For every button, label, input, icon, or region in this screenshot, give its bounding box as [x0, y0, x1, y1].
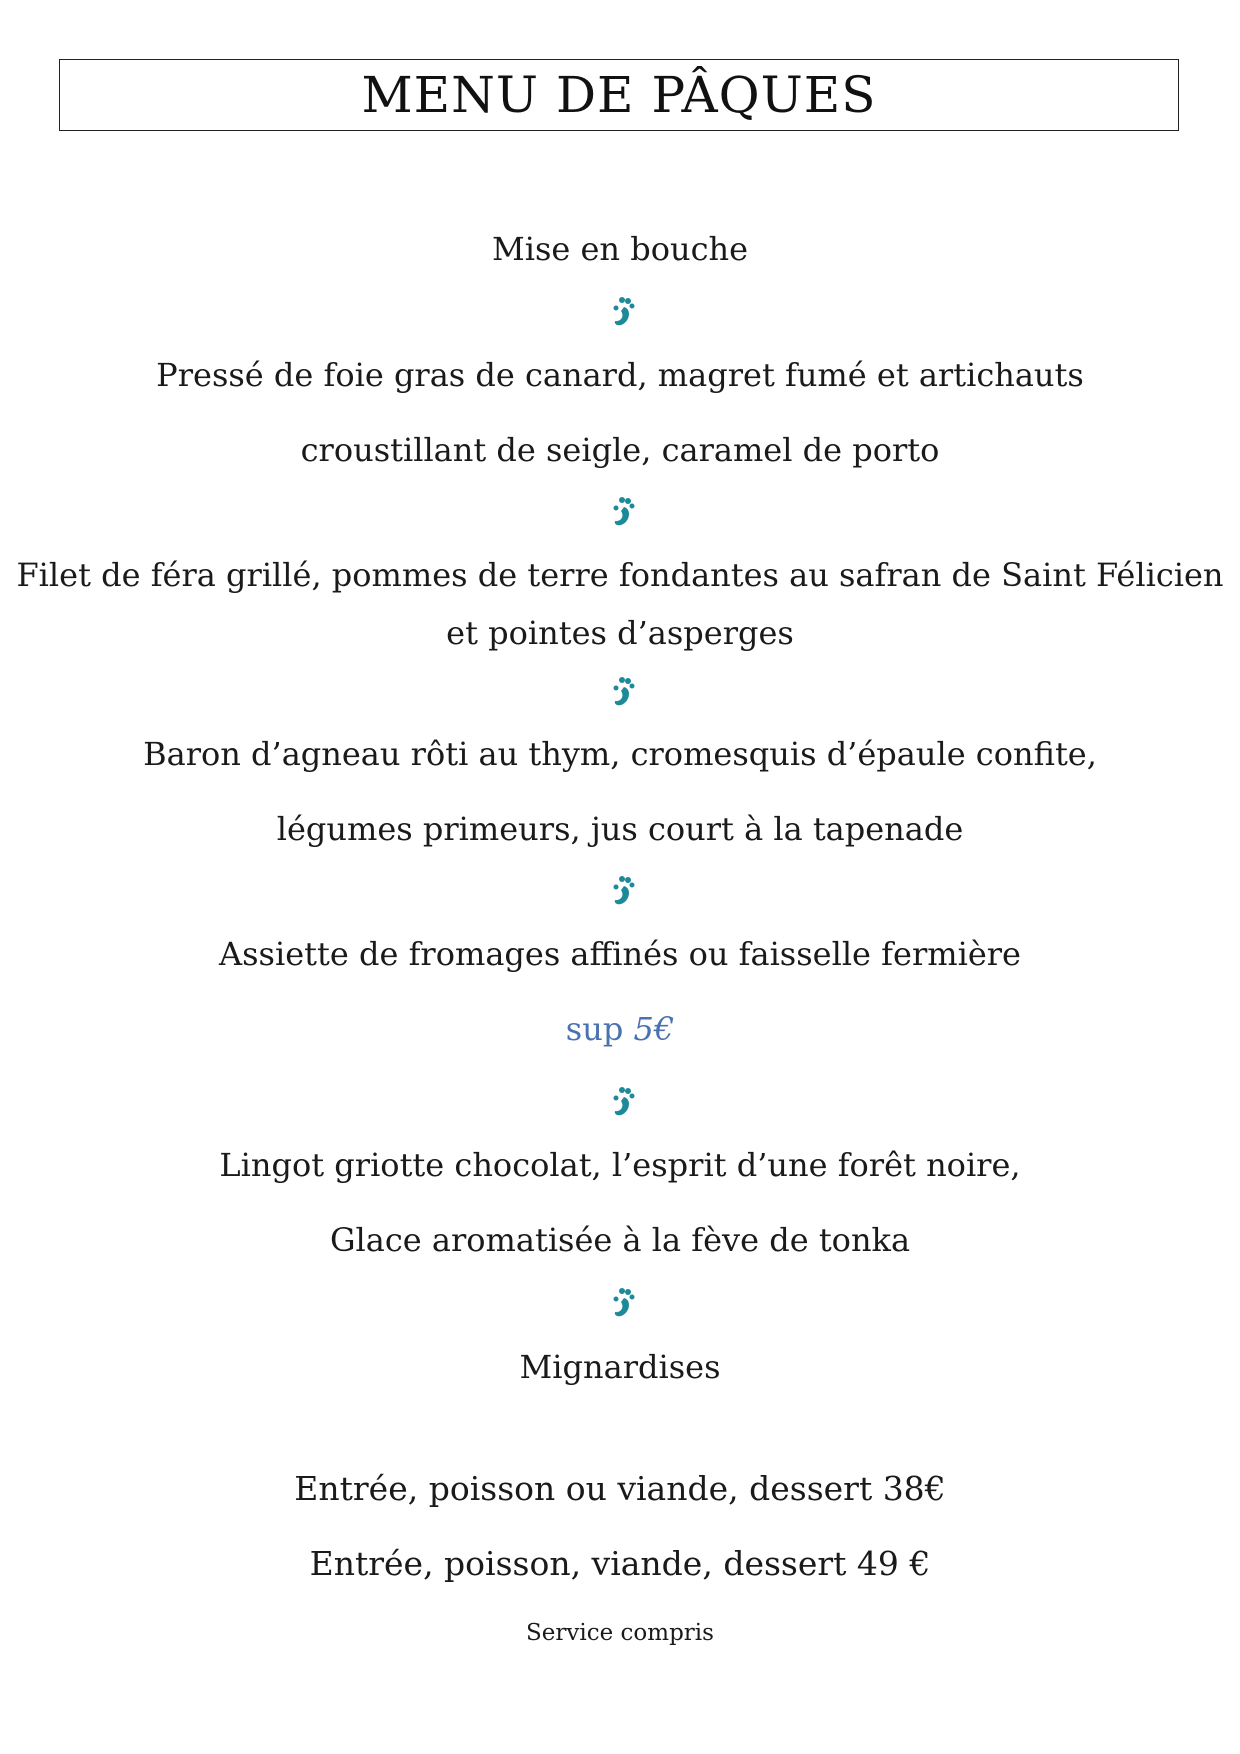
menu-line-entree-1: Pressé de foie gras de canard, magret fumé et artichauts: [156, 356, 1084, 394]
title-box: [59, 59, 1179, 131]
supplement-price: 5€: [633, 1010, 675, 1048]
service-note: Service compris: [526, 1620, 714, 1646]
teal-flourish-icon: [608, 295, 636, 331]
menu-line-poisson-2: et pointes d’asperges: [446, 614, 794, 652]
menu-line-mignardises: Mignardises: [519, 1348, 721, 1386]
menu-line-mise-en-bouche: Mise en bouche: [491, 230, 749, 268]
price-line-38: Entrée, poisson ou viande, dessert 38€: [294, 1469, 946, 1508]
menu-line-dessert-2: Glace aromatisée à la fève de tonka: [329, 1221, 911, 1259]
teal-flourish-icon: [608, 675, 636, 711]
menu-line-fromages: Assiette de fromages affinés ou faisselle fermière: [219, 935, 1021, 973]
supplement-label: sup: [565, 1010, 624, 1048]
teal-flourish-icon: [608, 874, 636, 910]
teal-flourish-icon: [608, 495, 636, 531]
price-line-49: Entrée, poisson, viande, dessert 49 €: [309, 1544, 931, 1583]
menu-title: MENU DE PÂQUES: [361, 66, 877, 124]
menu-line-entree-2: croustillant de seigle, caramel de porto: [300, 431, 940, 469]
menu-line-poisson-1: Filet de féra grillé, pommes de terre fondantes au safran de Saint Félicien: [16, 556, 1224, 594]
menu-line-viande-1: Baron d’agneau rôti au thym, cromesquis d’épaule confite,: [143, 735, 1097, 773]
teal-flourish-icon: [608, 1085, 636, 1121]
supplement-line: [0, 1010, 1240, 1048]
menu-line-viande-2: légumes primeurs, jus court à la tapenade: [276, 810, 964, 848]
menu-line-dessert-1: Lingot griotte chocolat, l’esprit d’une forêt noire,: [219, 1146, 1021, 1184]
teal-flourish-icon: [608, 1286, 636, 1322]
